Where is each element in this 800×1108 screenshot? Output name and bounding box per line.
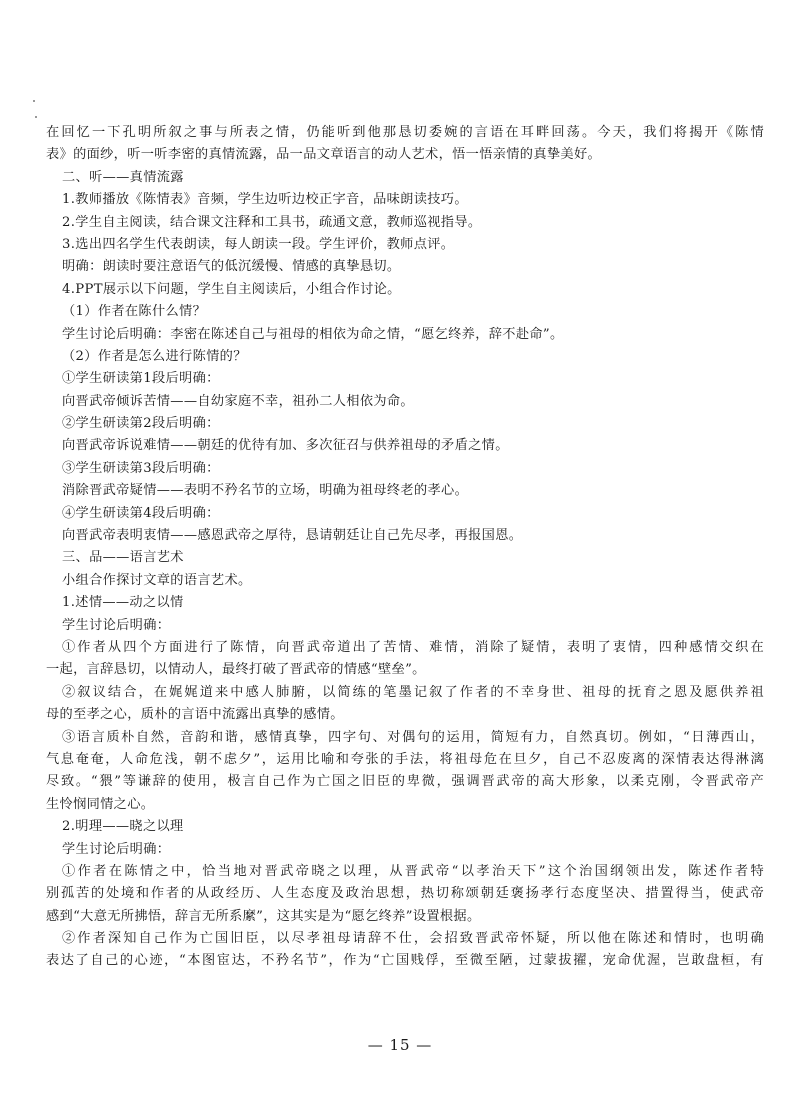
text-line: （1）作者在陈什么情？	[62, 304, 207, 320]
text-line: 学生讨论后明确：	[62, 841, 171, 857]
scan-speck	[33, 100, 35, 102]
text-line: 别孤苦的处境和作者的从政经历、人生态度及政治思想，热切称颂朝廷褒扬孝行态度坚决、措置得当，使武帝	[46, 886, 764, 902]
text-line: （2）作者是怎么进行陈情的？	[62, 348, 247, 364]
text-line: ②叙议结合，在娓娓道来中感人肺腑，以简练的笔墨记叙了作者的不幸身世、祖母的抚育之恩及愿供养祖	[62, 684, 764, 700]
text-line: 4.PPT展示以下问题，学生自主阅读后，小组合作讨论。	[62, 281, 401, 297]
text-line: ②学生研读第2段后明确：	[62, 416, 220, 432]
text-line: 生怜悯同情之心。	[46, 796, 155, 812]
text-line: ②作者深知自己作为亡国旧臣，以尽孝祖母请辞不仕，会招致晋武帝怀疑，所以他在陈述和情时，也明确	[62, 931, 764, 947]
text-line: 在回忆一下孔明所叙之事与所表之情，仍能听到他那恳切委婉的言语在耳畔回荡。今天，我们将揭开《陈情	[46, 125, 764, 140]
text-line: 3.选出四名学生代表朗读，每人朗读一段。学生评价，教师点评。	[62, 236, 455, 252]
text-line: 明确：朗读时要注意语气的低沉缓慢、情感的真挚恳切。	[62, 259, 401, 275]
text-line: 1.述情——动之以情	[62, 595, 184, 611]
text-line: 尽致。“猥”等谦辞的使用，极言自己作为亡国之旧臣的卑微，强调晋武帝的高大形象，以柔克刚，令晋武帝产	[46, 774, 764, 790]
text-line: 表》的面纱，听一听李密的真情流露，品一品文章语言的动人艺术，悟一悟亲情的真挚美好。	[46, 147, 602, 163]
text-line: 2.明理——晓之以理	[62, 819, 184, 835]
text-line: 一起，言辞恳切，以情动人，最终打破了晋武帝的情感“壁垒”。	[46, 662, 426, 678]
body-text	[46, 122, 764, 973]
text-line: 2.学生自主阅读，结合课文注释和工具书，疏通文意，教师巡视指导。	[62, 214, 482, 230]
text-line: 感到“大意无所拂悟，辞言无所系縻”，这其实是为“愿乞终养”设置根据。	[46, 908, 481, 924]
text-line: 母的至孝之心，质朴的言语中流露出真挚的感情。	[46, 707, 344, 723]
text-line: 学生讨论后明确：李密在陈述自己与祖母的相依为命之情，“愿乞终养，辞不赴命”。	[62, 326, 564, 342]
text-line: ①学生研读第1段后明确：	[62, 371, 220, 387]
text-line: 向晋武帝诉说难情——朝廷的优待有加、多次征召与供养祖母的矛盾之情。	[62, 438, 509, 454]
text-line: 二、听——真情流露	[62, 169, 184, 185]
text-line: ③学生研读第3段后明确：	[62, 460, 220, 476]
text-line: 三、品——语言艺术	[62, 550, 184, 566]
text-line: 气息奄奄，人命危浅，朝不虑夕”，运用比喻和夸张的手法，将祖母危在旦夕，自己不忍废离的深情表达得淋漓	[46, 751, 764, 767]
text-line: 小组合作探讨文章的语言艺术。	[62, 572, 252, 588]
text-line: ①作者从四个方面进行了陈情，向晋武帝道出了苦情、难情，消除了疑情，表明了衷情，四种感情交织在	[62, 639, 764, 655]
text-line: 表达了自己的心迹，“本图宦达，不矜名节”，作为“亡国贱俘，至微至陋，过蒙拔擢，宠命优渥，岂敢盘桓，有	[46, 953, 764, 969]
scan-speck	[35, 116, 37, 118]
text-line: ③语言质朴自然，音韵和谐，感情真挚，四字句、对偶句的运用，简短有力，自然真切。例如，“日薄西山，	[62, 729, 764, 745]
page-number: — 15 —	[367, 1036, 433, 1054]
text-line: 向晋武帝倾诉苦情——自幼家庭不幸，祖孙二人相依为命。	[62, 393, 414, 409]
text-line: 向晋武帝表明衷情——感恩武帝之厚待，恳请朝廷让自己先尽孝，再报国恩。	[62, 528, 523, 544]
text-line: 学生讨论后明确：	[62, 617, 171, 633]
text-line: ④学生研读第4段后明确：	[62, 505, 220, 521]
text-line: ①作者在陈情之中，恰当地对晋武帝晓之以理，从晋武帝“以孝治天下”这个治国纲领出发，陈述作者特	[62, 863, 764, 879]
text-line: 1.教师播放《陈情表》音频，学生边听边校正字音，品味朗读技巧。	[62, 192, 468, 208]
text-line: 消除晋武帝疑情——表明不矜名节的立场，明确为祖母终老的孝心。	[62, 483, 469, 499]
